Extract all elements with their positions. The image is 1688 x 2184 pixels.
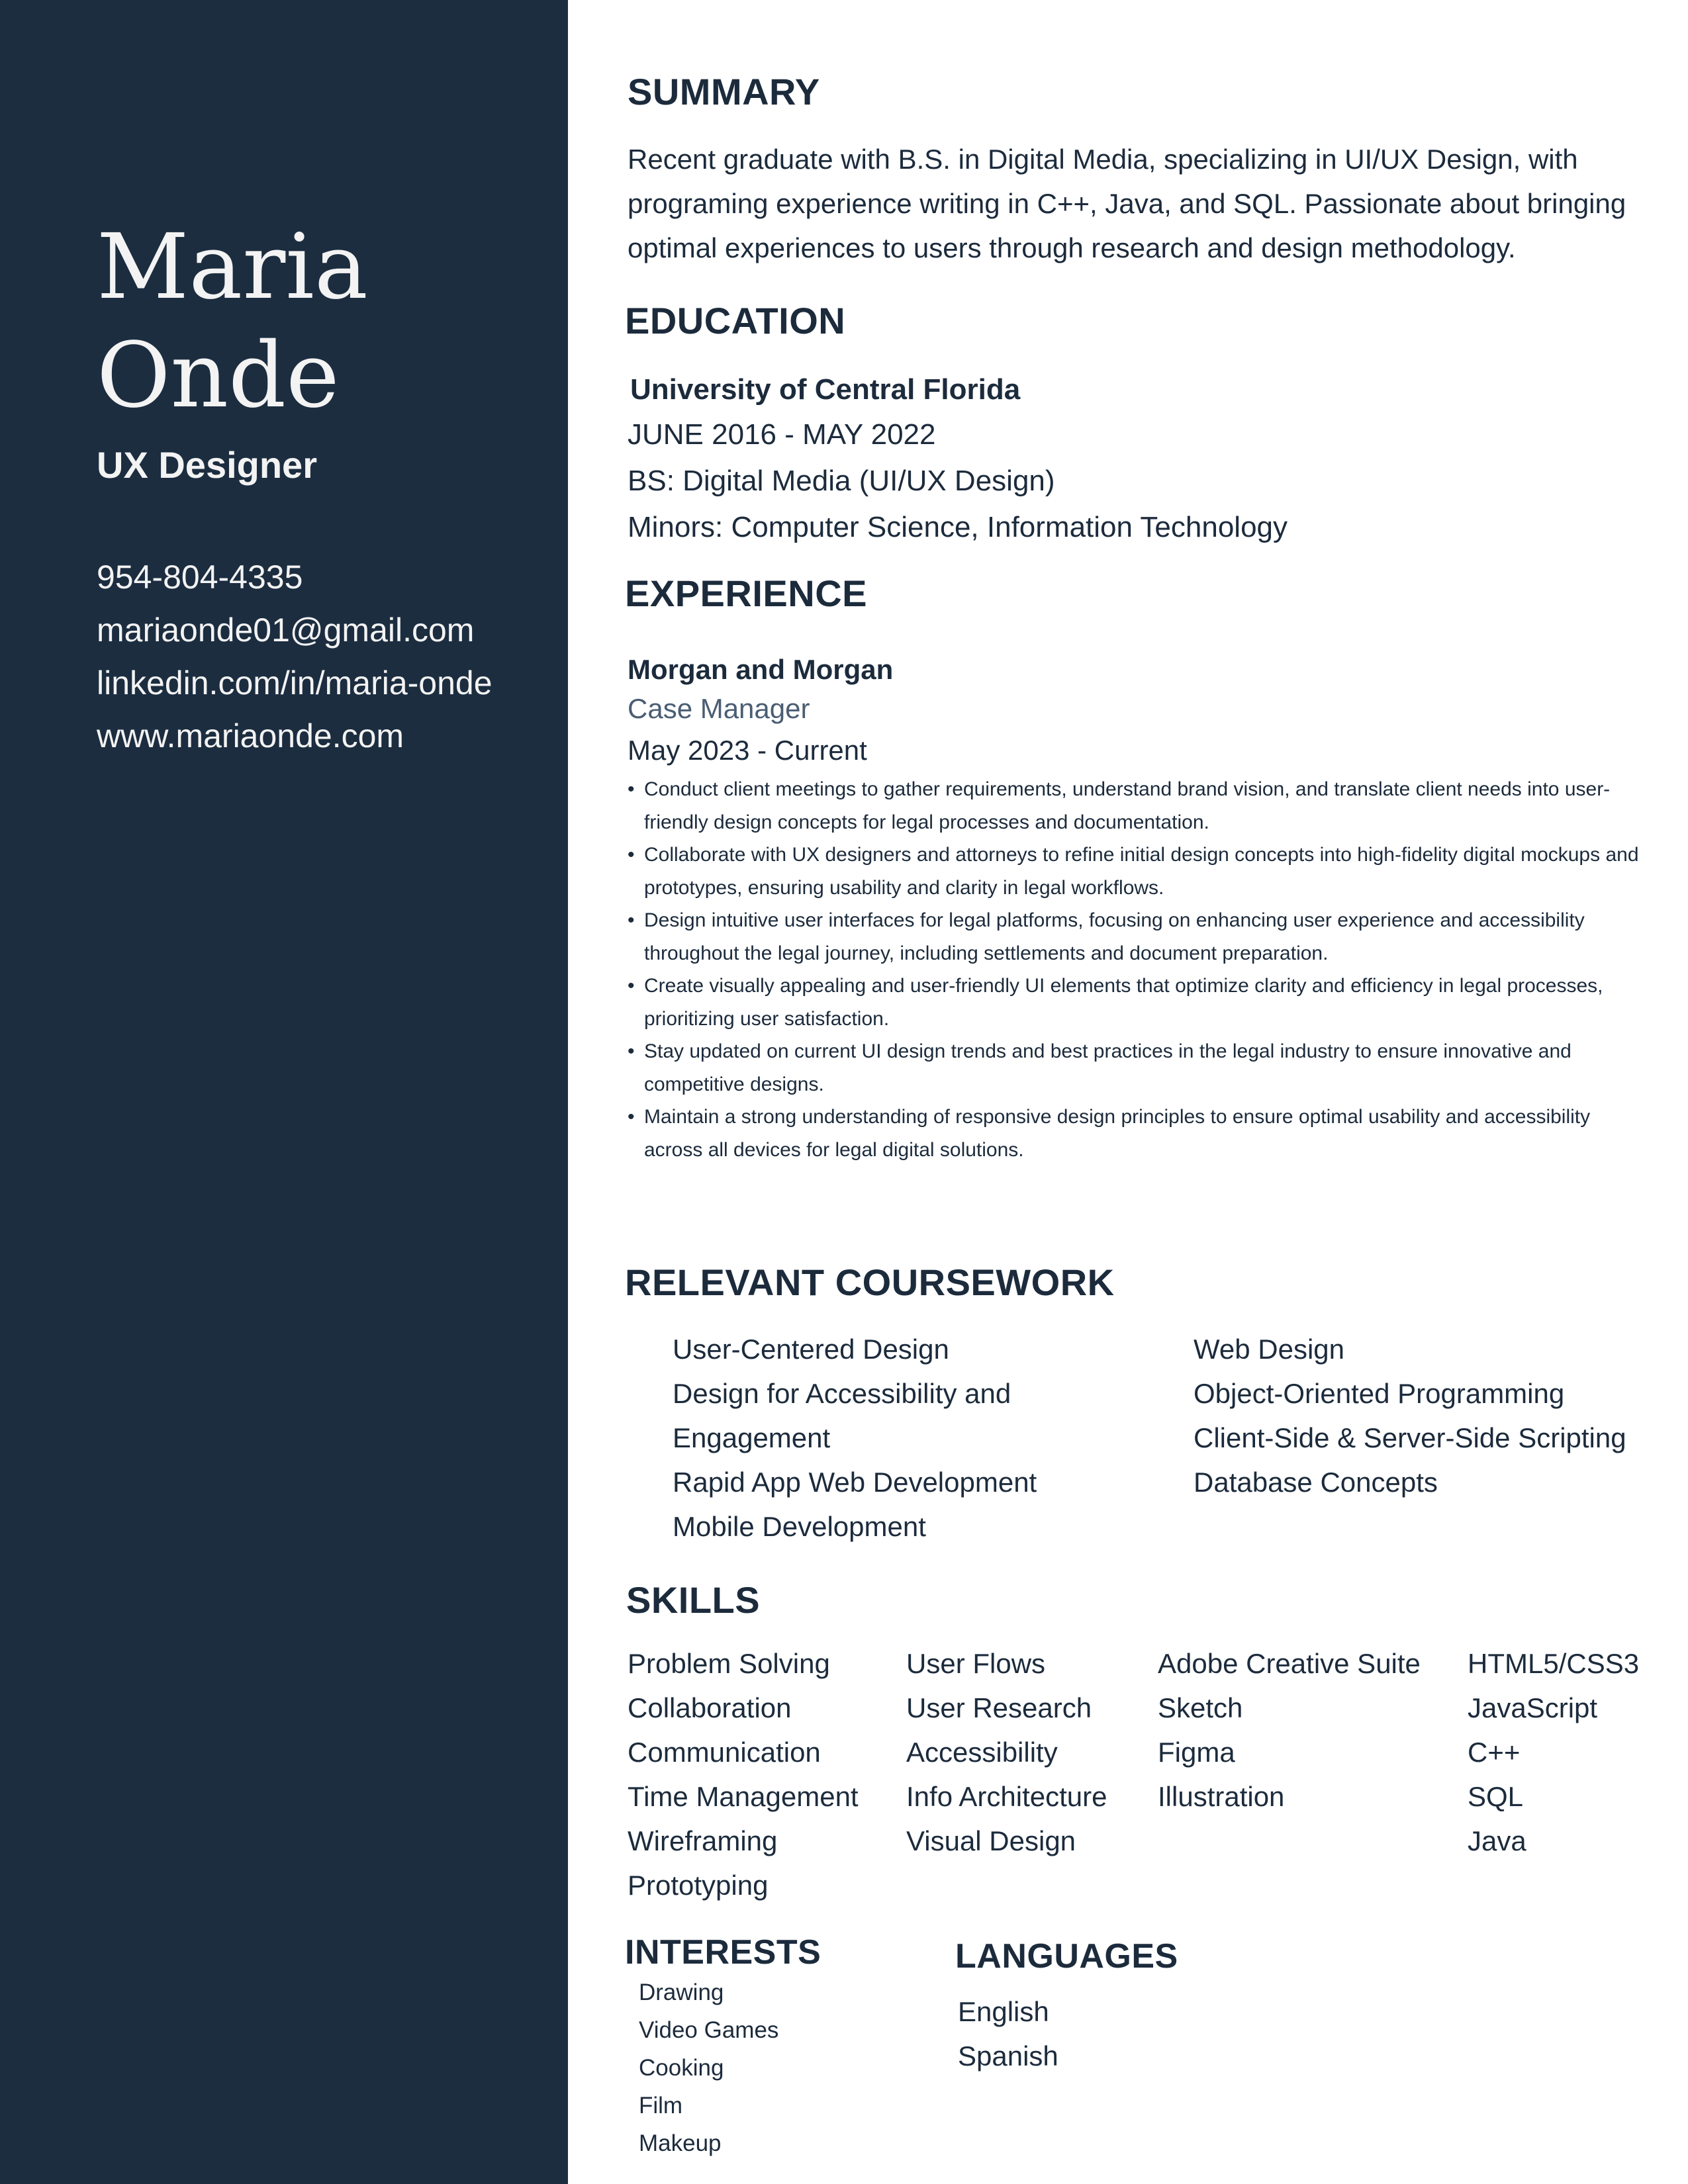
experience-bullets <box>628 773 1647 1166</box>
coursework-item: Design for Accessibility and Engagement <box>673 1378 1011 1453</box>
education-dates: JUNE 2016 - MAY 2022 <box>628 418 936 451</box>
skill-item: Communication <box>628 1737 821 1768</box>
experience-bullet: • Maintain a strong understanding of responsive design principles to ensure optimal usability and accessibility across all devices for legal digital solutions. <box>628 1101 1647 1166</box>
linkedin-link[interactable]: linkedin.com/in/maria-onde <box>97 664 492 702</box>
summary-heading: SUMMARY <box>628 71 820 113</box>
skill-item: Java <box>1468 1825 1526 1856</box>
experience-company: Morgan and Morgan <box>628 654 894 685</box>
skill-item: Problem Solving <box>628 1648 830 1679</box>
phone-number: 954-804-4335 <box>97 559 303 596</box>
coursework-item: Database Concepts <box>1194 1467 1438 1498</box>
coursework-item: Client-Side & Server-Side Scripting <box>1194 1422 1626 1453</box>
education-school: University of Central Florida <box>630 373 1021 406</box>
skills-column-2 <box>906 1641 1107 1863</box>
coursework-right-list <box>1194 1327 1626 1504</box>
coursework-left-list <box>673 1327 1043 1549</box>
summary-text: Recent graduate with B.S. in Digital Media, specializing in UI/UX Design, with programing experience writing in C++, Java, and SQL. Passionate about bringing optimal experiences to users through research and design methodology. <box>628 144 1626 263</box>
education-heading: EDUCATION <box>625 300 846 341</box>
skill-item: Visual Design <box>906 1825 1076 1856</box>
experience-bullet: • Create visually appealing and user-friendly UI elements that optimize clarity and efficiency in legal processes, prioritizing user satisfaction. <box>628 970 1647 1035</box>
skill-item: JavaScript <box>1468 1692 1598 1723</box>
education-minors: Minors: Computer Science, Information Technology <box>628 511 1288 543</box>
skill-item: C++ <box>1468 1737 1521 1768</box>
skill-item: Info Architecture <box>906 1781 1107 1812</box>
experience-dates: May 2023 - Current <box>628 735 867 766</box>
interest-item: Film <box>639 2093 683 2118</box>
skill-item: Accessibility <box>906 1737 1058 1768</box>
languages-list <box>958 1989 1058 2078</box>
email-link[interactable]: mariaonde01@gmail.com <box>97 612 475 649</box>
skill-item: Collaboration <box>628 1692 792 1723</box>
skill-item: Figma <box>1158 1737 1235 1768</box>
coursework-item: Rapid App Web Development <box>673 1467 1037 1498</box>
skill-item: HTML5/CSS3 <box>1468 1648 1640 1679</box>
website-link[interactable]: www.mariaonde.com <box>97 717 404 754</box>
skill-item: Time Management <box>628 1781 859 1812</box>
skill-item: User Research <box>906 1692 1092 1723</box>
coursework-item: User-Centered Design <box>673 1334 949 1365</box>
interest-item: Cooking <box>639 2055 724 2081</box>
languages-heading: LANGUAGES <box>955 1937 1178 1976</box>
language-item: English <box>958 1996 1049 2027</box>
skills-heading: SKILLS <box>626 1579 761 1621</box>
coursework-item: Object-Oriented Programming <box>1194 1378 1565 1409</box>
interest-item: Drawing <box>639 1979 724 2005</box>
interest-item: Video Games <box>639 2017 779 2043</box>
first-name: Maria <box>97 215 368 320</box>
interests-list <box>639 1974 778 2162</box>
experience-heading: EXPERIENCE <box>625 572 867 614</box>
education-degree: BS: Digital Media (UI/UX Design) <box>628 465 1055 497</box>
skill-item: Illustration <box>1158 1781 1285 1812</box>
interests-heading: INTERESTS <box>625 1933 821 1972</box>
skill-item: Wireframing <box>628 1825 778 1856</box>
experience-bullet: • Conduct client meetings to gather requirements, understand brand vision, and translate client needs into user-friendly design concepts for legal processes and documentation. <box>628 773 1647 839</box>
skill-item: Prototyping <box>628 1870 769 1901</box>
coursework-item: Web Design <box>1194 1334 1345 1365</box>
last-name: Onde <box>97 324 340 428</box>
interest-item: Makeup <box>639 2130 722 2156</box>
skills-column-3 <box>1158 1641 1421 1819</box>
experience-bullet: • Collaborate with UX designers and attorneys to refine initial design concepts into high-fidelity digital mockups and prototypes, ensuring usability and clarity in legal workflows. <box>628 839 1647 904</box>
skill-item: User Flows <box>906 1648 1046 1679</box>
skill-item: SQL <box>1468 1781 1524 1812</box>
language-item: Spanish <box>958 2040 1058 2071</box>
coursework-heading: RELEVANT COURSEWORK <box>625 1261 1115 1303</box>
experience-bullet: • Stay updated on current UI design trends and best practices in the legal industry to ensure innovative and competitive designs. <box>628 1035 1647 1101</box>
experience-position: Case Manager <box>628 693 810 724</box>
skill-item: Sketch <box>1158 1692 1243 1723</box>
coursework-item: Mobile Development <box>673 1511 926 1542</box>
experience-bullet: • Design intuitive user interfaces for legal platforms, focusing on enhancing user experience and accessibility throughout the legal journey, including settlements and document preparation. <box>628 904 1647 970</box>
job-title: UX Designer <box>97 444 317 486</box>
skills-column-1 <box>628 1641 859 1907</box>
skills-column-4 <box>1468 1641 1639 1863</box>
skill-item: Adobe Creative Suite <box>1158 1648 1421 1679</box>
